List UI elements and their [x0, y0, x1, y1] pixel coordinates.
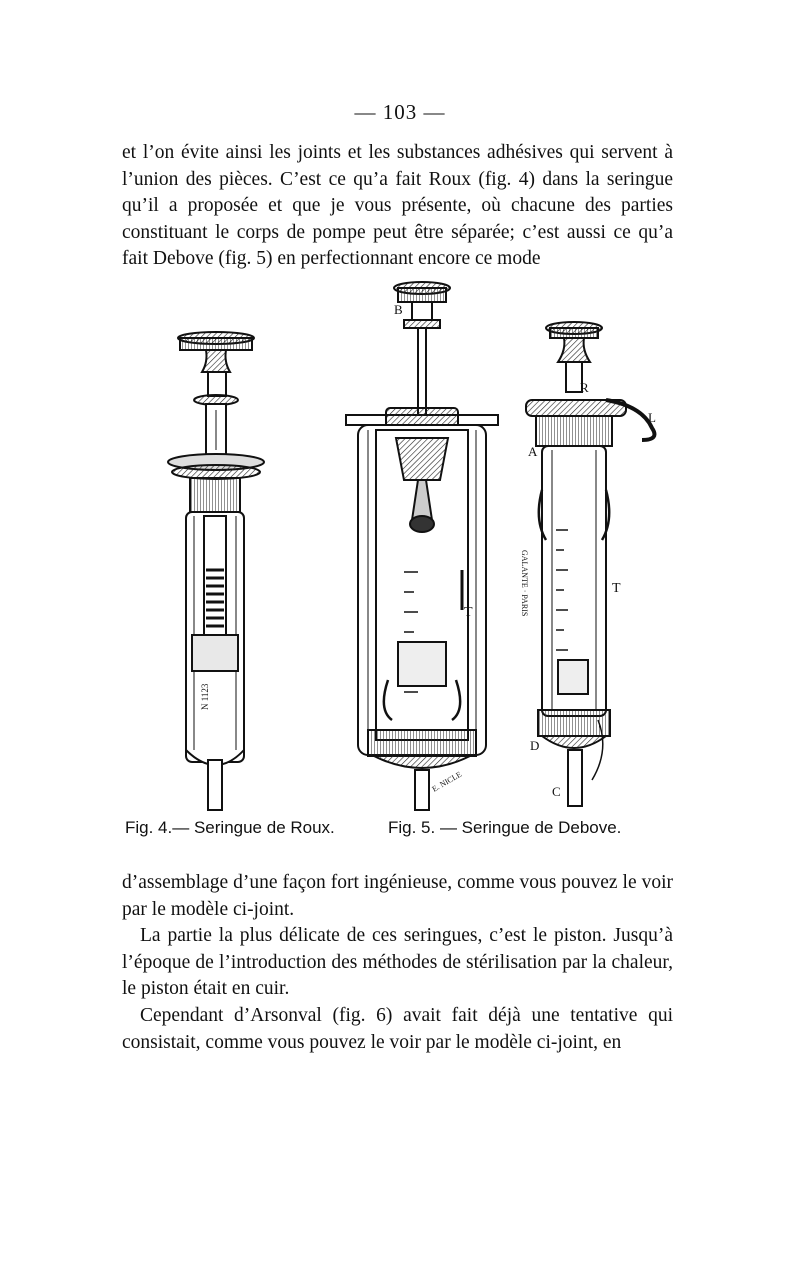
syringe-illustrations: [122, 280, 682, 815]
galante-label-r: R: [580, 380, 589, 395]
debove-syringe-drawing: [346, 282, 498, 810]
page-number: — 103 —: [354, 100, 446, 124]
galante-maker-mark: GALANTE · PARIS: [520, 550, 529, 617]
debove-label-t: T: [464, 605, 473, 620]
paragraph-3: La partie la plus délicate de ces seringues, c’est le piston. Jusqu’à l’époque de l’introduction des méthodes de stérilisation par la chaleur, le piston était en cuir.: [122, 925, 673, 999]
roux-engraving: N 1123: [200, 683, 210, 710]
paragraph-2: d’assemblage d’une façon fort ingénieuse, comme vous pouvez le voir par le modèle ci-joint.: [122, 872, 673, 920]
paragraph-4: Cependant d’Arsonval (fig. 6) avait fait déjà une tentative qui consistait, comme vous pouvez le voir par le modèle ci-joint, en: [122, 1005, 673, 1053]
figure-5-caption: Fig. 5. — Seringue de Debove.: [388, 818, 622, 837]
debove-label-b: B: [394, 302, 403, 317]
figure-group: [122, 280, 682, 815]
galante-label-l: L: [648, 410, 656, 425]
galante-syringe-drawing: [520, 322, 656, 806]
galante-label-d: D: [530, 738, 540, 753]
galante-label-a: A: [528, 444, 538, 459]
figure-4-caption: Fig. 4.— Seringue de Roux.: [125, 818, 335, 837]
galante-label-c: C: [552, 784, 561, 799]
roux-syringe-drawing: [168, 332, 264, 810]
paragraph-1: et l’on évite ainsi les joints et les substances adhésives qui servent à l’union des pièces. C’est ce qu’a fait Roux (fig. 4) dans la seringue qu’il a proposée et que je vous présente, où chacune des parties constituant le corps de pompe peut être séparée; c’est aussi ce qu’a fait Debove (fig. 5) en perfectionnant encore ce mode: [122, 142, 673, 269]
galante-label-t: T: [612, 581, 621, 596]
debove-engraver: E. NICLE: [430, 769, 464, 794]
